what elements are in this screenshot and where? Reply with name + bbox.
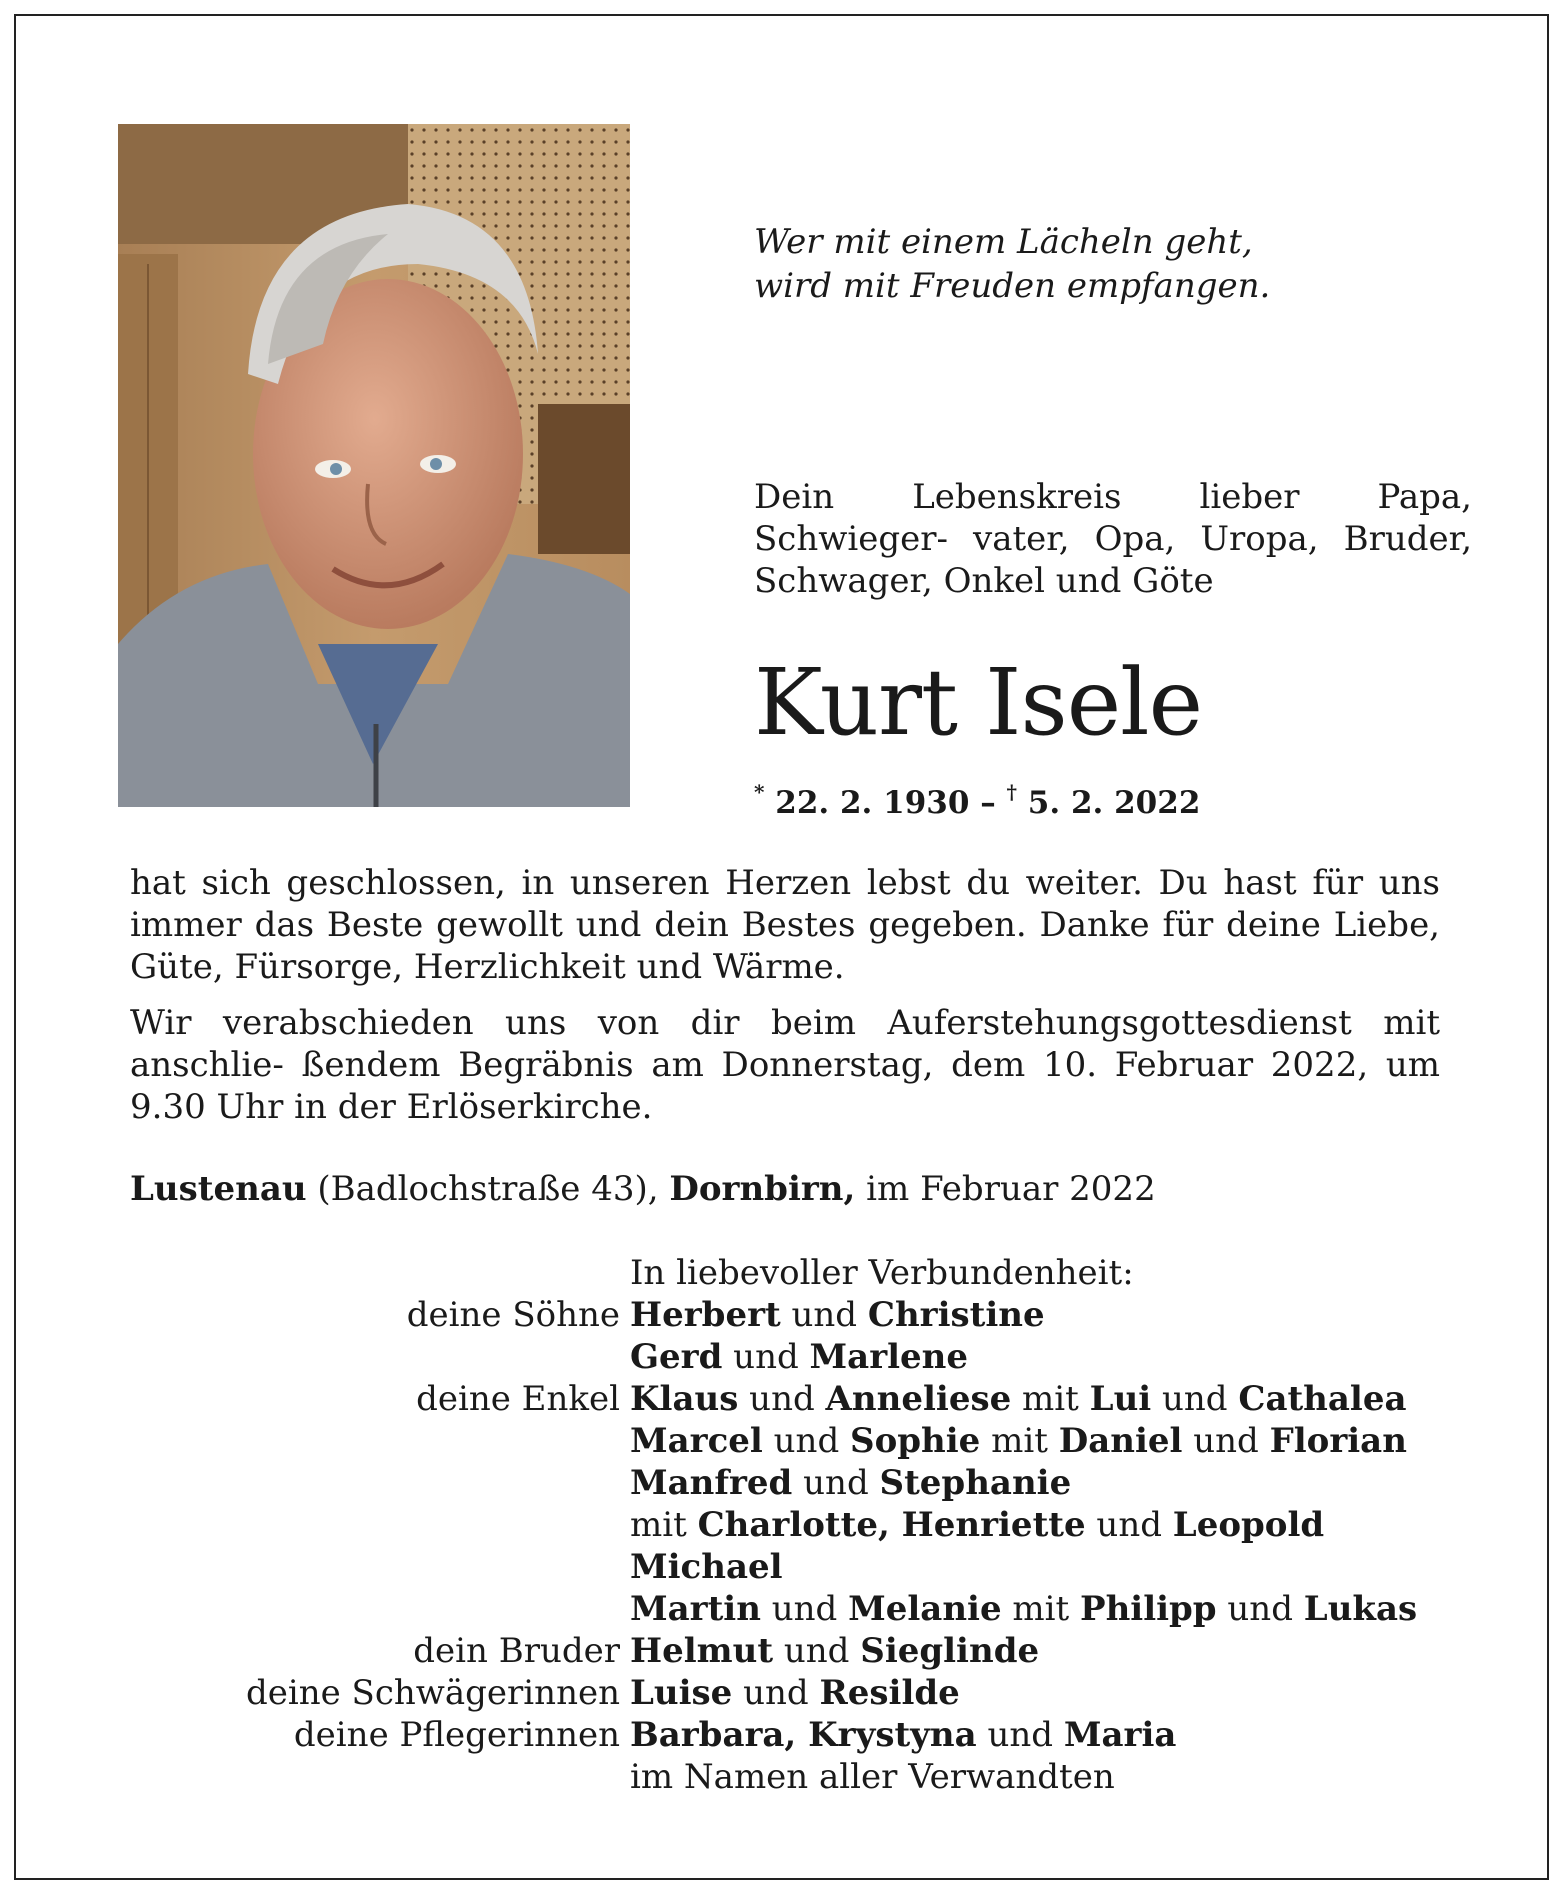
family-connector: mit: [1001, 1589, 1080, 1629]
family-row: [130, 1588, 1470, 1630]
family-member-name: Gerd: [630, 1337, 723, 1377]
family-member-name: Florian: [1269, 1421, 1407, 1461]
family-connector: mit: [630, 1505, 698, 1545]
family-member-name: Christine: [867, 1295, 1045, 1335]
place-and-date: [130, 1168, 1156, 1210]
place-town-2: Dornbirn,: [669, 1169, 856, 1209]
family-members: [630, 1504, 1324, 1546]
family-connector: und: [722, 1337, 810, 1377]
family-relation-label: [130, 1588, 630, 1630]
family-connector: und: [1182, 1421, 1270, 1461]
family-members: [630, 1462, 1071, 1504]
family-member-name: Michael: [630, 1547, 783, 1587]
family-relation-label: [130, 1546, 630, 1588]
quote-line-1: Wer mit einem Lächeln geht,: [754, 222, 1253, 262]
family-relation-label: dein Bruder: [413, 1631, 620, 1671]
family-member-name: Daniel: [1058, 1421, 1183, 1461]
family-members: [630, 1378, 1407, 1420]
family-member-name: Klaus: [630, 1379, 739, 1419]
family-member-name: Sophie: [850, 1421, 981, 1461]
family-members: [630, 1714, 1176, 1756]
death-cross-icon: †: [1006, 780, 1017, 804]
family-connector: und: [792, 1463, 880, 1503]
family-connector: und: [760, 1589, 849, 1629]
family-relation-label: [130, 1420, 630, 1462]
family-connector: mit: [980, 1421, 1059, 1461]
family-row: [130, 1714, 1470, 1756]
family-heading-row: [130, 1252, 1470, 1294]
family-member-name: Barbara, Krystyna: [630, 1715, 977, 1755]
place-date: im Februar 2022: [855, 1169, 1156, 1209]
life-dates: [754, 780, 1200, 821]
family-row: [130, 1294, 1470, 1336]
family-connector: und: [780, 1295, 868, 1335]
deceased-name: Kurt Isele: [754, 649, 1203, 756]
family-connector: mit: [1011, 1379, 1090, 1419]
family-connector: und: [1216, 1589, 1304, 1629]
family-relation-label: deine Söhne: [406, 1295, 620, 1335]
family-member-name: Helmut: [630, 1631, 774, 1671]
family-member-name: Philipp: [1080, 1589, 1217, 1629]
family-row: [130, 1378, 1470, 1420]
family-row: [130, 1756, 1470, 1798]
family-member-name: Charlotte, Henriette: [697, 1505, 1086, 1545]
family-member-name: Melanie: [848, 1589, 1002, 1629]
family-member-name: Luise: [630, 1673, 733, 1713]
family-members: [630, 1588, 1417, 1630]
family-member-name: Cathalea: [1238, 1379, 1407, 1419]
family-member-name: Maria: [1063, 1715, 1177, 1755]
family-member-name: Leopold: [1172, 1505, 1325, 1545]
family-relation-label: [130, 1504, 630, 1546]
family-member-name: Lui: [1089, 1379, 1152, 1419]
family-members: [630, 1294, 1045, 1336]
intro-text: Dein Lebenskreis lieber Papa, Schwieger- vater, Opa, Uropa, Bruder, Schwager, Onkel und Göte: [754, 477, 1472, 601]
family-connector: und: [976, 1715, 1064, 1755]
family-row: [130, 1336, 1470, 1378]
family-members: [630, 1672, 960, 1714]
family-member-name: Martin: [630, 1589, 761, 1629]
family-relation-label: deine Enkel: [416, 1379, 620, 1419]
portrait-photo: [118, 124, 630, 807]
body-paragraph-2: Wir verabschieden uns von dir beim Auferstehungsgottesdienst mit anschlie- ßendem Begräbnis am Donnerstag, dem 10. Februar 2022, um 9.30 Uhr in der Erlöserkirche.: [130, 1003, 1440, 1127]
family-member-name: Anneliese: [825, 1379, 1012, 1419]
family-relation-label: deine Pflegerinnen: [293, 1715, 620, 1755]
family-row: [130, 1672, 1470, 1714]
family-row: [130, 1546, 1470, 1588]
family-member-name: Stephanie: [879, 1463, 1072, 1503]
family-connector: und: [1085, 1505, 1173, 1545]
family-relation-label: [130, 1336, 630, 1378]
family-rows: [130, 1294, 1470, 1798]
family-connector: und: [738, 1379, 826, 1419]
family-connector: im Namen aller Verwandten: [630, 1757, 1115, 1797]
family-member-name: Marlene: [809, 1337, 969, 1377]
family-member-name: Marcel: [630, 1421, 763, 1461]
family-connector: und: [773, 1631, 861, 1671]
family-list: [130, 1252, 1470, 1798]
family-connector: und: [732, 1673, 820, 1713]
family-members: [630, 1420, 1407, 1462]
place-town-1: Lustenau: [130, 1169, 307, 1209]
family-members: [630, 1336, 968, 1378]
family-relation-label: [130, 1756, 630, 1798]
body-paragraph-1: hat sich geschlossen, in unseren Herzen lebst du weiter. Du hast für uns immer das Beste gewollt und dein Bestes gegeben. Danke für deine Liebe, Güte, Fürsorge, Herzlichkeit und Wärme.: [130, 863, 1440, 987]
family-members: [630, 1630, 1039, 1672]
family-row: [130, 1504, 1470, 1546]
family-member-name: Resilde: [819, 1673, 960, 1713]
quote-line-2: wird mit Freuden empfangen.: [754, 266, 1271, 306]
family-member-name: Sieglinde: [860, 1631, 1040, 1671]
birth-star-icon: *: [754, 780, 765, 804]
date-dash: –: [969, 785, 1007, 821]
family-relation-label: [130, 1462, 630, 1504]
death-date: 5. 2. 2022: [1027, 785, 1201, 821]
portrait-illustration: [118, 124, 630, 807]
family-members: [630, 1546, 783, 1588]
family-connector: und: [1151, 1379, 1239, 1419]
family-row: [130, 1420, 1470, 1462]
family-connector: und: [762, 1421, 851, 1461]
family-relation-label: deine Schwägerinnen: [245, 1673, 620, 1713]
place-address: (Badlochstraße 43),: [306, 1169, 670, 1209]
quote: [754, 220, 1270, 308]
birth-date: 22. 2. 1930: [775, 785, 970, 821]
family-member-name: Lukas: [1303, 1589, 1418, 1629]
family-members: [630, 1756, 1115, 1798]
family-member-name: Herbert: [630, 1295, 781, 1335]
family-heading: In liebevoller Verbundenheit:: [630, 1253, 1134, 1293]
family-row: [130, 1462, 1470, 1504]
family-row: [130, 1630, 1470, 1672]
family-member-name: Manfred: [630, 1463, 793, 1503]
